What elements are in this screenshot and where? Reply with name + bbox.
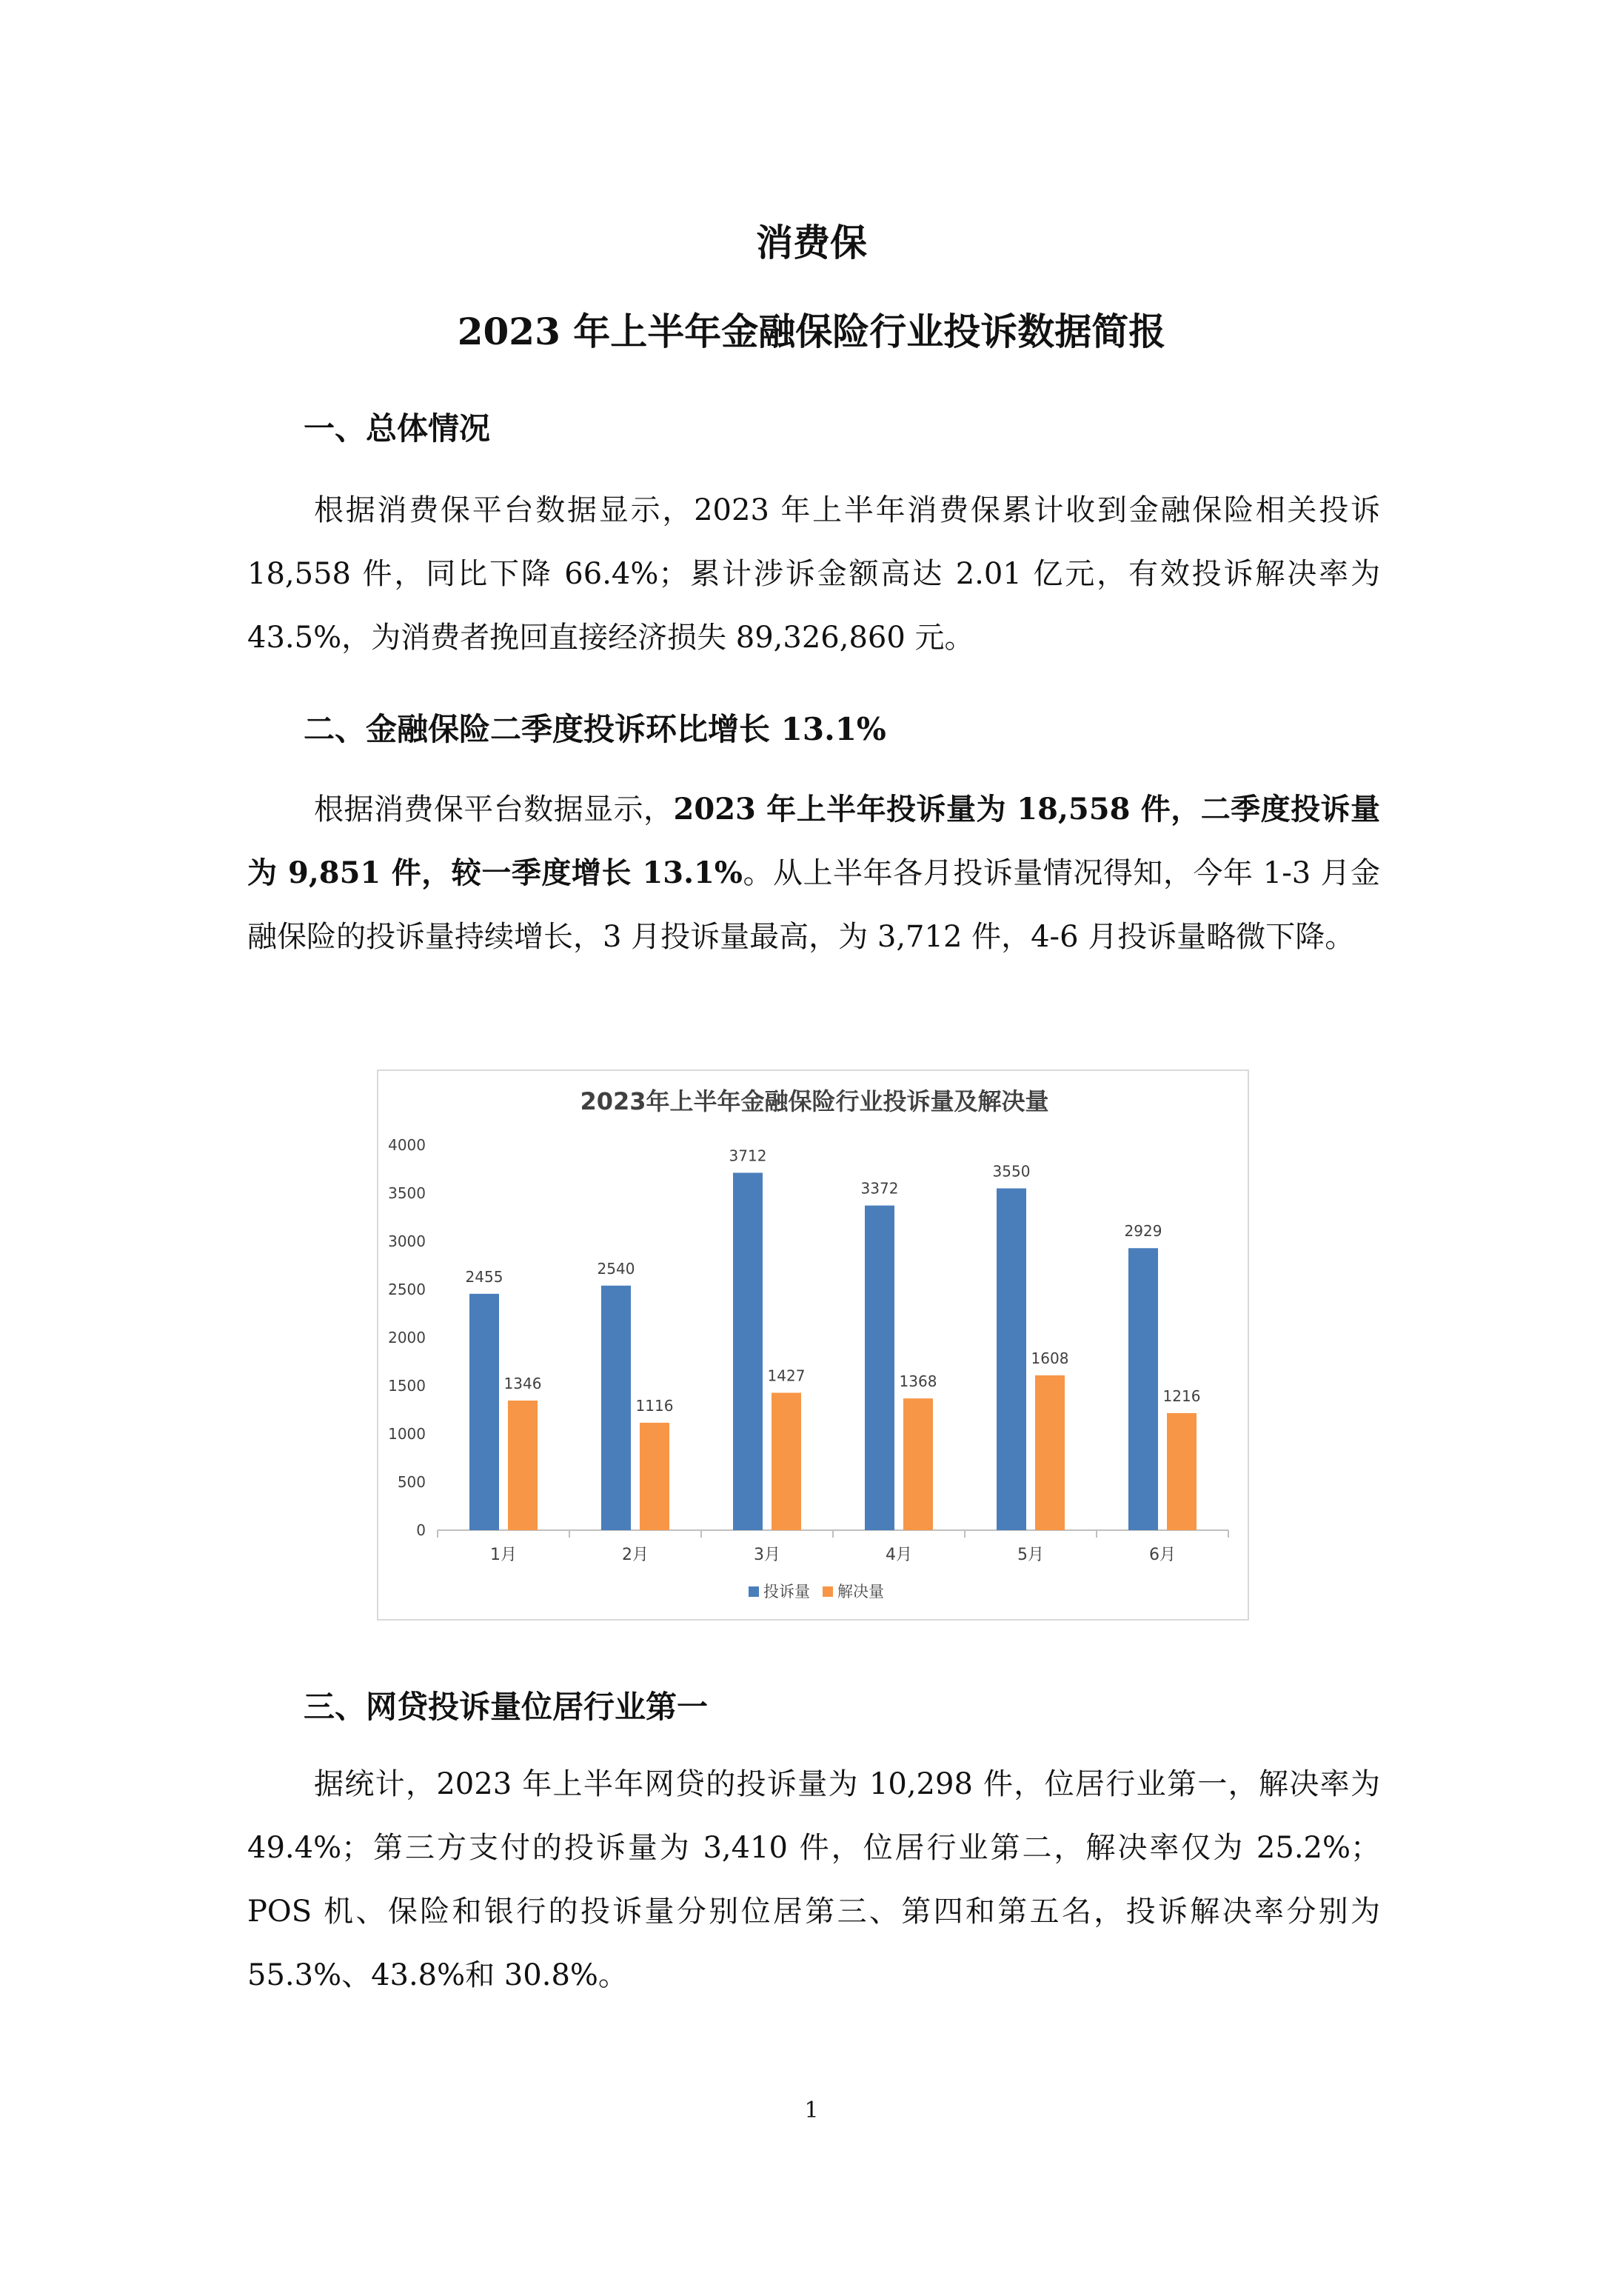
x-tick-label: 1月 [490, 1546, 517, 1564]
bar-resolved [1167, 1413, 1197, 1530]
bar-resolved [640, 1423, 669, 1530]
section2-heading: 二、金融保险二季度投诉环比增长 13.1% [304, 711, 886, 747]
data-label: 2540 [597, 1259, 635, 1278]
section2-body-post: 。从上半年各月投诉量情况得知，今年 1-3 月金融保险的投诉量持续增长，3 月投诉量最高，为 3,712 件，4-6 月投诉量略微下降。 [247, 856, 1381, 954]
document-title: 消费保 [756, 221, 867, 264]
y-tick-label: 1500 [388, 1377, 426, 1395]
page-number: 1 [804, 2098, 819, 2123]
data-label: 1216 [1162, 1386, 1201, 1405]
data-label: 1368 [899, 1372, 937, 1391]
y-tick-label: 0 [416, 1521, 426, 1539]
x-tick-label: 3月 [754, 1546, 780, 1564]
data-label: 2929 [1124, 1222, 1162, 1241]
y-tick-label: 2500 [388, 1281, 426, 1298]
y-tick-label: 1000 [388, 1425, 426, 1443]
section2-body-pre: 根据消费保平台数据显示， [314, 792, 674, 827]
section3-body: 据统计，2023 年上半年网贷的投诉量为 10,298 件，位居行业第一，解决率为 49.4%；第三方支付的投诉量为 3,410 件，位居行业第二，解决率仅为 25.2%；POS 机、保险和银行的投诉量分别位居第三、第四和第五名，投诉解决率分别为 55.3%、43.8%和 30.8%。 [247, 1767, 1380, 1992]
bar-complaints [469, 1294, 499, 1530]
x-tick-label: 2月 [622, 1546, 649, 1564]
section3-heading: 三、网贷投诉量位居行业第一 [304, 1689, 709, 1725]
bar-complaints [601, 1286, 631, 1530]
chart-title: 2023年上半年金融保险行业投诉量及解决量 [580, 1087, 1049, 1115]
data-label: 3712 [729, 1147, 767, 1165]
y-tick-label: 3000 [388, 1232, 426, 1250]
y-tick-label: 2000 [388, 1329, 426, 1346]
chart-frame [377, 1069, 1249, 1621]
bar-resolved [772, 1392, 801, 1530]
section2-body [247, 778, 1380, 969]
document-subtitle: 2023 年上半年金融保险行业投诉数据简报 [457, 310, 1166, 353]
y-tick-label: 500 [397, 1473, 426, 1491]
data-label: 1346 [503, 1375, 542, 1393]
data-label: 3372 [860, 1179, 899, 1198]
data-label: 1608 [1031, 1349, 1069, 1367]
y-tick-label: 4000 [388, 1136, 426, 1154]
data-label: 3550 [992, 1162, 1031, 1181]
legend-swatch [823, 1586, 833, 1597]
data-label: 2455 [465, 1267, 503, 1286]
bar-resolved [903, 1398, 933, 1530]
legend-label: 投诉量 [763, 1583, 810, 1601]
data-label: 1116 [635, 1396, 674, 1415]
data-label: 1427 [767, 1366, 806, 1385]
bar-resolved [508, 1401, 538, 1530]
x-tick-label: 5月 [1017, 1546, 1044, 1564]
y-tick-label: 3500 [388, 1184, 426, 1202]
legend-swatch [749, 1586, 759, 1597]
bar-complaints [997, 1189, 1026, 1531]
bar-resolved [1035, 1375, 1065, 1530]
section1-body: 根据消费保平台数据显示，2023 年上半年消费保累计收到金融保险相关投诉 18,558 件，同比下降 66.4%；累计涉诉金额高达 2.01 亿元，有效投诉解决率为 43.5%，为消费者挽回直接经济损失 89,326,860 元。 [247, 493, 1380, 655]
legend-label: 解决量 [837, 1583, 884, 1601]
section1-heading: 一、总体情况 [304, 410, 491, 447]
section2-body-bold: 2023 年上半年投诉量为 18,558 件，二季度投诉量为 9,851 件，较一季度增长 13.1% [247, 792, 1381, 890]
bar-complaints [865, 1206, 894, 1530]
bar-complaints [733, 1172, 763, 1530]
x-tick-label: 6月 [1149, 1546, 1176, 1564]
x-tick-label: 4月 [886, 1546, 912, 1564]
bar-chart [378, 1071, 1251, 1622]
bar-complaints [1128, 1248, 1158, 1530]
